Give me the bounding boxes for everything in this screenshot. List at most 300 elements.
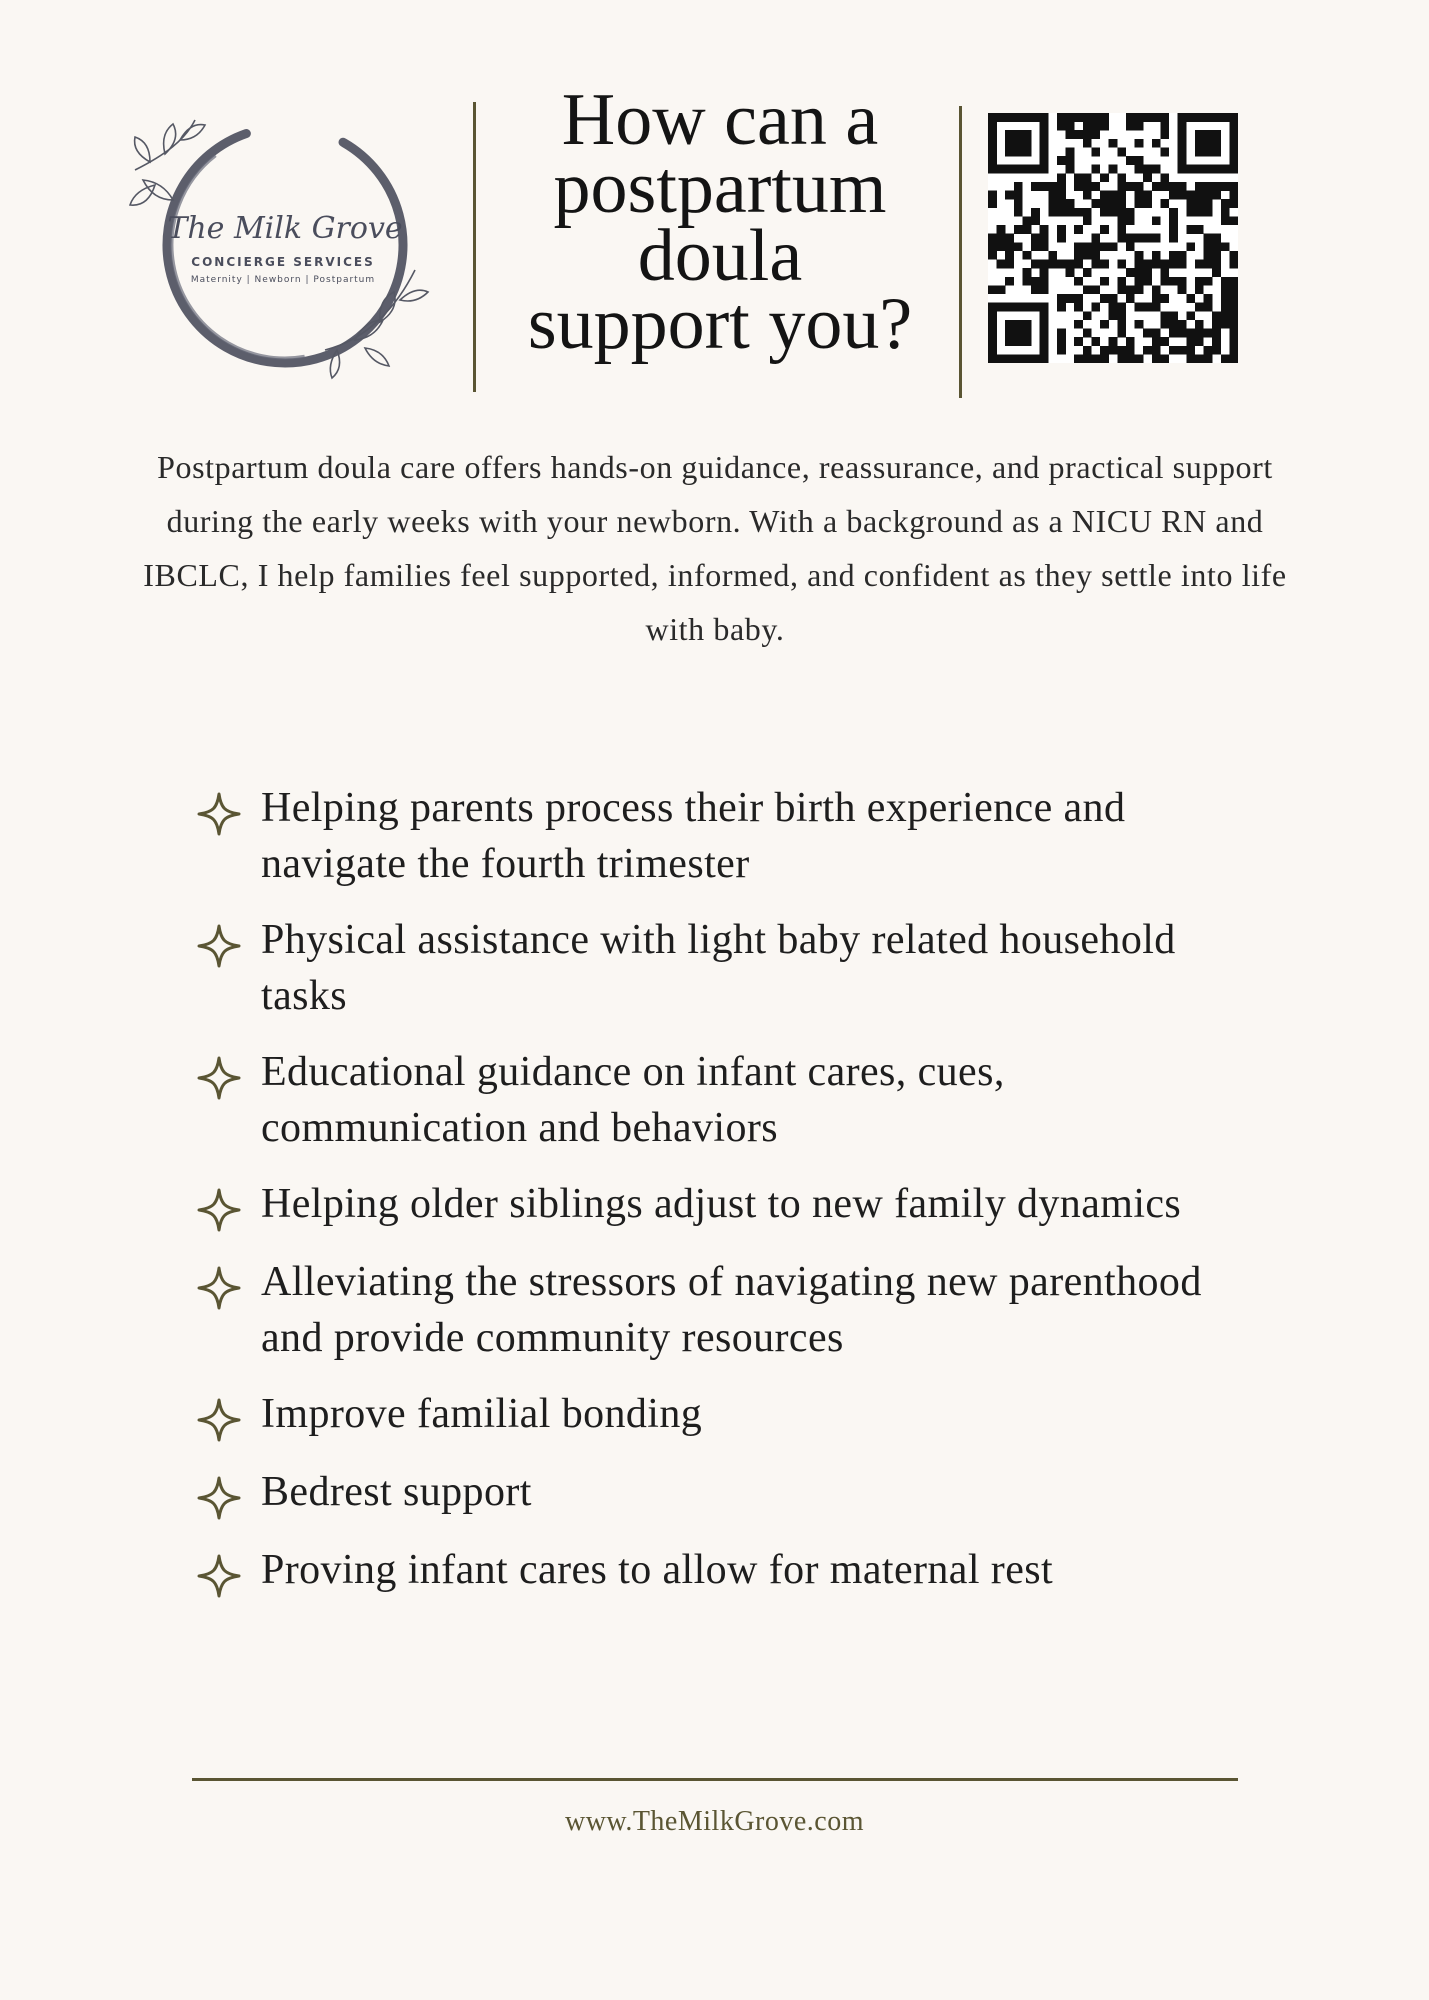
qr-module xyxy=(1066,268,1075,277)
qr-module xyxy=(1152,139,1161,148)
qr-module xyxy=(1040,346,1049,355)
qr-module xyxy=(1221,303,1230,312)
qr-module xyxy=(1100,225,1109,234)
qr-module xyxy=(1204,130,1213,139)
qr-module xyxy=(1229,147,1238,156)
qr-module xyxy=(988,337,997,346)
qr-module xyxy=(1091,165,1100,174)
qr-module xyxy=(997,303,1006,312)
qr-code-icon[interactable] xyxy=(988,113,1238,363)
qr-module xyxy=(1083,113,1092,122)
qr-module xyxy=(1204,182,1213,191)
qr-module xyxy=(1186,199,1195,208)
qr-module xyxy=(1212,113,1221,122)
qr-module xyxy=(1040,320,1049,329)
qr-module xyxy=(1135,191,1144,200)
qr-module xyxy=(1040,182,1049,191)
qr-module xyxy=(1083,216,1092,225)
qr-module xyxy=(1204,165,1213,174)
benefit-text: Improve familial bonding xyxy=(261,1391,703,1437)
qr-module xyxy=(1057,182,1066,191)
qr-module xyxy=(1022,268,1031,277)
qr-module xyxy=(988,242,997,251)
qr-module xyxy=(1212,346,1221,355)
qr-module xyxy=(1014,182,1023,191)
qr-module xyxy=(1143,199,1152,208)
sparkle-star-icon xyxy=(195,790,243,838)
qr-module xyxy=(1014,165,1023,174)
qr-module xyxy=(997,285,1006,294)
qr-module xyxy=(1169,216,1178,225)
qr-module xyxy=(1229,260,1238,269)
qr-module xyxy=(1005,130,1014,139)
qr-module xyxy=(1204,234,1213,243)
qr-module xyxy=(1066,130,1075,139)
qr-module xyxy=(1186,311,1195,320)
qr-module xyxy=(1135,320,1144,329)
sparkle-star-icon xyxy=(195,1264,243,1312)
qr-module xyxy=(1040,329,1049,338)
qr-module xyxy=(1074,303,1083,312)
qr-module xyxy=(1005,113,1014,122)
qr-module xyxy=(1204,354,1213,363)
list-item xyxy=(195,1176,1255,1234)
qr-module xyxy=(1014,113,1023,122)
qr-module xyxy=(1057,225,1066,234)
qr-module xyxy=(1083,285,1092,294)
qr-module xyxy=(1160,130,1169,139)
qr-module xyxy=(1178,285,1187,294)
qr-module xyxy=(1212,147,1221,156)
qr-module xyxy=(1117,199,1126,208)
qr-module xyxy=(1005,251,1014,260)
qr-module xyxy=(1204,329,1213,338)
qr-module xyxy=(1074,277,1083,286)
footer-divider xyxy=(192,1778,1238,1781)
qr-module xyxy=(1178,277,1187,286)
qr-module xyxy=(1229,329,1238,338)
qr-module xyxy=(1152,354,1161,363)
qr-module xyxy=(1169,191,1178,200)
qr-module xyxy=(1229,130,1238,139)
qr-module xyxy=(1152,182,1161,191)
qr-module xyxy=(1014,199,1023,208)
qr-module xyxy=(1195,139,1204,148)
benefit-text: Helping parents process their birth experience and navigate the fourth trimester xyxy=(261,785,1126,887)
qr-module xyxy=(1178,165,1187,174)
qr-module xyxy=(1040,147,1049,156)
qr-module xyxy=(1186,208,1195,217)
qr-module xyxy=(1135,139,1144,148)
website-link[interactable]: www.TheMilkGrove.com xyxy=(564,1806,864,1837)
qr-module xyxy=(1048,208,1057,217)
qr-module xyxy=(1229,191,1238,200)
qr-module xyxy=(988,139,997,148)
qr-module xyxy=(1091,260,1100,269)
qr-module xyxy=(1005,191,1014,200)
qr-module xyxy=(1229,139,1238,148)
qr-module xyxy=(988,165,997,174)
qr-module xyxy=(1135,285,1144,294)
qr-module xyxy=(1186,113,1195,122)
qr-module xyxy=(1143,303,1152,312)
qr-module xyxy=(1100,113,1109,122)
qr-module xyxy=(1014,337,1023,346)
qr-module xyxy=(1204,199,1213,208)
qr-module xyxy=(1135,199,1144,208)
qr-module xyxy=(1169,251,1178,260)
qr-module xyxy=(1117,346,1126,355)
qr-module xyxy=(1091,303,1100,312)
qr-module xyxy=(988,303,997,312)
qr-module xyxy=(1040,277,1049,286)
qr-module xyxy=(1195,329,1204,338)
qr-module xyxy=(1031,208,1040,217)
qr-module xyxy=(1057,156,1066,165)
qr-module xyxy=(1022,251,1031,260)
qr-module xyxy=(1195,320,1204,329)
list-item xyxy=(195,1464,1255,1522)
qr-module xyxy=(1022,225,1031,234)
qr-module xyxy=(1083,208,1092,217)
qr-module xyxy=(1074,251,1083,260)
qr-module xyxy=(1186,354,1195,363)
qr-module xyxy=(1040,113,1049,122)
qr-module xyxy=(1229,199,1238,208)
leaf-branch-top-icon xyxy=(130,120,205,205)
qr-module xyxy=(1117,234,1126,243)
qr-module xyxy=(1135,122,1144,131)
qr-module xyxy=(1117,191,1126,200)
qr-module xyxy=(1057,199,1066,208)
qr-module xyxy=(1169,329,1178,338)
qr-module xyxy=(1014,139,1023,148)
qr-module xyxy=(1109,311,1118,320)
qr-module xyxy=(1195,191,1204,200)
title-line-2: postpartum xyxy=(553,147,887,229)
qr-module xyxy=(1100,173,1109,182)
qr-module xyxy=(1117,260,1126,269)
qr-module xyxy=(1143,191,1152,200)
qr-module xyxy=(1160,199,1169,208)
qr-module xyxy=(1186,242,1195,251)
qr-module xyxy=(1022,165,1031,174)
qr-module xyxy=(1022,337,1031,346)
qr-module xyxy=(1014,242,1023,251)
qr-module xyxy=(1100,320,1109,329)
qr-module xyxy=(1022,277,1031,286)
qr-module xyxy=(1091,354,1100,363)
qr-module xyxy=(1040,130,1049,139)
qr-module xyxy=(1074,337,1083,346)
qr-module xyxy=(1005,277,1014,286)
qr-module xyxy=(1160,354,1169,363)
qr-module xyxy=(1169,182,1178,191)
qr-module xyxy=(988,251,997,260)
qr-module xyxy=(1048,191,1057,200)
qr-module xyxy=(1229,320,1238,329)
qr-module xyxy=(1005,320,1014,329)
qr-module xyxy=(1160,311,1169,320)
header-divider-left xyxy=(473,102,476,392)
qr-module xyxy=(1100,199,1109,208)
qr-module xyxy=(1221,199,1230,208)
qr-module xyxy=(1160,294,1169,303)
intro-paragraph: Postpartum doula care offers hands-on guidance, reassurance, and practical support during the early weeks with your newborn. With a background as a NICU RN and IBCLC, I help families feel supported, informed, and confident as they settle into life with baby. xyxy=(143,449,1287,647)
qr-module xyxy=(1204,346,1213,355)
qr-module xyxy=(988,199,997,208)
qr-module xyxy=(1100,191,1109,200)
qr-module xyxy=(1152,234,1161,243)
qr-module xyxy=(1074,225,1083,234)
qr-module xyxy=(1195,285,1204,294)
benefit-text: Physical assistance with light baby related household tasks xyxy=(261,917,1176,1019)
qr-module xyxy=(1005,165,1014,174)
qr-module xyxy=(1031,354,1040,363)
qr-module xyxy=(1031,216,1040,225)
qr-module xyxy=(1005,234,1014,243)
qr-module xyxy=(1160,260,1169,269)
qr-module xyxy=(1057,294,1066,303)
qr-module xyxy=(997,234,1006,243)
logo-tagline: CONCIERGE SERVICES xyxy=(191,255,375,269)
qr-module xyxy=(1126,337,1135,346)
qr-module xyxy=(1204,294,1213,303)
qr-module xyxy=(1204,147,1213,156)
qr-module xyxy=(1074,182,1083,191)
qr-module xyxy=(1152,260,1161,269)
qr-module xyxy=(1178,260,1187,269)
qr-module xyxy=(1195,354,1204,363)
qr-module xyxy=(1152,251,1161,260)
qr-module xyxy=(1186,337,1195,346)
qr-module xyxy=(997,242,1006,251)
qr-module xyxy=(1100,294,1109,303)
qr-module xyxy=(1143,346,1152,355)
qr-module xyxy=(1022,130,1031,139)
qr-module xyxy=(1083,268,1092,277)
qr-module xyxy=(1204,139,1213,148)
qr-module xyxy=(1169,277,1178,286)
qr-module xyxy=(1169,260,1178,269)
title-line-3: doula xyxy=(637,215,803,297)
qr-module xyxy=(1031,234,1040,243)
qr-module xyxy=(1117,354,1126,363)
qr-module xyxy=(1178,251,1187,260)
qr-module xyxy=(1229,182,1238,191)
qr-module xyxy=(1014,225,1023,234)
qr-module xyxy=(1040,337,1049,346)
qr-module xyxy=(1022,147,1031,156)
qr-module xyxy=(1152,294,1161,303)
qr-module xyxy=(1152,165,1161,174)
qr-module xyxy=(1091,199,1100,208)
qr-module xyxy=(1195,303,1204,312)
qr-module xyxy=(1204,113,1213,122)
qr-module xyxy=(1074,294,1083,303)
qr-module xyxy=(1040,234,1049,243)
qr-module xyxy=(1014,191,1023,200)
qr-module xyxy=(1152,285,1161,294)
qr-module xyxy=(1169,320,1178,329)
qr-module xyxy=(1083,242,1092,251)
qr-module xyxy=(1048,182,1057,191)
qr-module xyxy=(1169,311,1178,320)
qr-module xyxy=(1005,303,1014,312)
qr-module xyxy=(1083,130,1092,139)
qr-module xyxy=(1083,139,1092,148)
qr-module xyxy=(1135,182,1144,191)
list-item xyxy=(195,1254,1255,1366)
qr-module xyxy=(1100,277,1109,286)
qr-module xyxy=(1178,130,1187,139)
qr-module xyxy=(1135,277,1144,286)
qr-module xyxy=(1126,156,1135,165)
qr-module xyxy=(988,113,997,122)
qr-module xyxy=(1091,285,1100,294)
qr-module xyxy=(1229,303,1238,312)
qr-module xyxy=(988,311,997,320)
qr-module xyxy=(1022,354,1031,363)
qr-module xyxy=(1048,260,1057,269)
qr-module xyxy=(1040,242,1049,251)
qr-module xyxy=(997,260,1006,269)
qr-module xyxy=(1117,208,1126,217)
qr-module xyxy=(1212,268,1221,277)
qr-module xyxy=(1152,329,1161,338)
qr-module xyxy=(1074,354,1083,363)
qr-module xyxy=(1160,277,1169,286)
qr-module xyxy=(1229,346,1238,355)
qr-module xyxy=(1229,285,1238,294)
qr-module xyxy=(1229,277,1238,286)
qr-module xyxy=(1212,251,1221,260)
qr-module xyxy=(1143,277,1152,286)
page-title xyxy=(490,79,950,365)
qr-module xyxy=(1109,191,1118,200)
qr-module xyxy=(1109,337,1118,346)
sparkle-star-icon xyxy=(195,1054,243,1102)
sparkle-star-icon xyxy=(195,922,243,970)
qr-module xyxy=(1031,285,1040,294)
qr-module xyxy=(1031,277,1040,286)
qr-module xyxy=(1005,260,1014,269)
qr-module xyxy=(1117,147,1126,156)
qr-module xyxy=(1204,242,1213,251)
qr-module xyxy=(1083,346,1092,355)
qr-module xyxy=(1074,320,1083,329)
qr-module xyxy=(1040,225,1049,234)
logo-services: Maternity | Newborn | Postpartum xyxy=(190,275,376,285)
qr-module xyxy=(1031,260,1040,269)
qr-module xyxy=(1040,354,1049,363)
qr-module xyxy=(1100,346,1109,355)
qr-module xyxy=(1212,311,1221,320)
qr-module xyxy=(1195,225,1204,234)
qr-module xyxy=(988,234,997,243)
qr-module xyxy=(1126,234,1135,243)
qr-module xyxy=(1066,156,1075,165)
qr-module xyxy=(1221,113,1230,122)
qr-module xyxy=(1117,225,1126,234)
qr-module xyxy=(1204,191,1213,200)
qr-module xyxy=(1229,251,1238,260)
qr-module xyxy=(1005,329,1014,338)
qr-module xyxy=(1117,216,1126,225)
qr-module xyxy=(1022,139,1031,148)
qr-module xyxy=(1143,234,1152,243)
benefits-list xyxy=(195,780,1255,1620)
qr-module xyxy=(1178,346,1187,355)
list-item xyxy=(195,1542,1255,1600)
qr-module xyxy=(1083,122,1092,131)
sparkle-star-icon xyxy=(195,1552,243,1600)
qr-module xyxy=(1005,354,1014,363)
qr-module xyxy=(1091,337,1100,346)
qr-module xyxy=(1022,113,1031,122)
qr-module xyxy=(997,225,1006,234)
qr-module xyxy=(1083,173,1092,182)
qr-module xyxy=(1135,234,1144,243)
qr-module xyxy=(1126,354,1135,363)
qr-module xyxy=(1091,147,1100,156)
qr-module xyxy=(1066,147,1075,156)
qr-module xyxy=(1135,354,1144,363)
qr-module xyxy=(988,191,997,200)
qr-module xyxy=(1040,139,1049,148)
qr-module xyxy=(1057,346,1066,355)
qr-module xyxy=(1091,234,1100,243)
qr-module xyxy=(1204,260,1213,269)
qr-module xyxy=(1195,165,1204,174)
qr-module xyxy=(1143,260,1152,269)
qr-module xyxy=(1143,173,1152,182)
qr-module xyxy=(1143,268,1152,277)
qr-module xyxy=(1221,165,1230,174)
qr-module xyxy=(1143,329,1152,338)
qr-module xyxy=(1066,113,1075,122)
header-divider-right xyxy=(959,106,962,398)
qr-module xyxy=(1014,354,1023,363)
qr-module xyxy=(1178,113,1187,122)
qr-module xyxy=(1117,277,1126,286)
qr-module xyxy=(1022,303,1031,312)
qr-module xyxy=(988,354,997,363)
qr-module xyxy=(1221,320,1230,329)
qr-module xyxy=(1212,320,1221,329)
qr-module xyxy=(1229,165,1238,174)
qr-module xyxy=(1221,311,1230,320)
qr-module xyxy=(1040,156,1049,165)
qr-module xyxy=(1005,337,1014,346)
qr-module xyxy=(1100,122,1109,131)
qr-module xyxy=(1040,311,1049,320)
qr-module xyxy=(1212,130,1221,139)
qr-module xyxy=(1022,320,1031,329)
qr-module xyxy=(1109,242,1118,251)
qr-module xyxy=(1014,303,1023,312)
qr-module xyxy=(1195,182,1204,191)
qr-module xyxy=(1178,139,1187,148)
qr-module xyxy=(1152,113,1161,122)
qr-module xyxy=(1212,234,1221,243)
qr-module xyxy=(1169,225,1178,234)
qr-module xyxy=(1066,294,1075,303)
qr-module xyxy=(1109,294,1118,303)
qr-module xyxy=(1126,242,1135,251)
sparkle-star-icon xyxy=(195,1396,243,1444)
qr-module xyxy=(1195,277,1204,286)
